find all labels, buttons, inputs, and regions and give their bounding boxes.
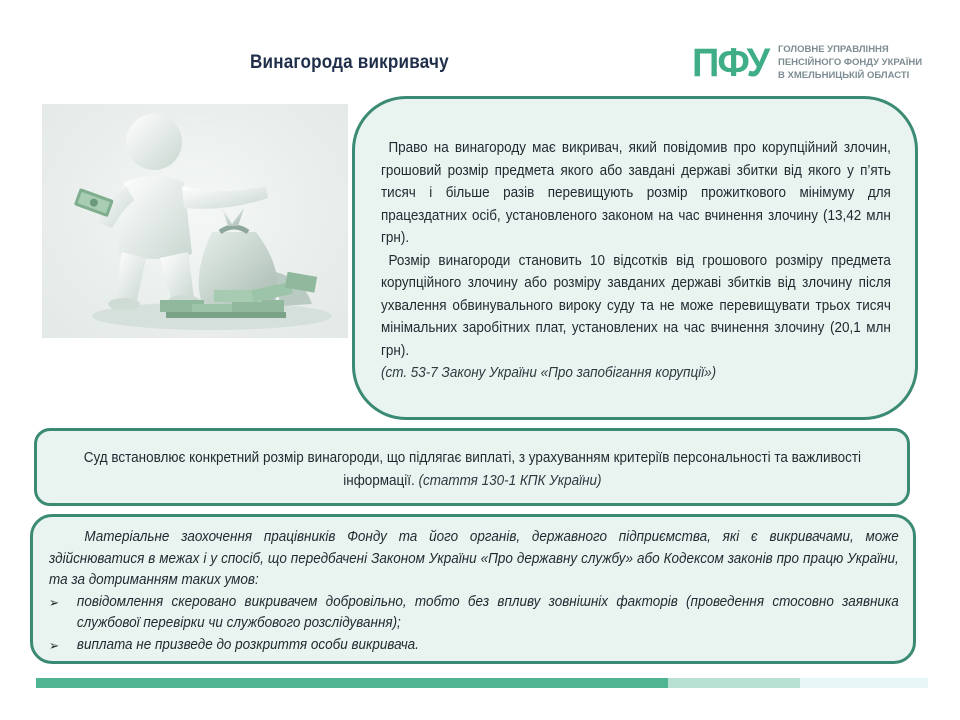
footer-bar-dark [36,678,668,688]
logo-mark: ПФУ [692,41,769,85]
reward-size-paragraph: Розмір винагороди становить 10 відсотків від грошового розміру предмета корупційного злочину або розміру завданих державі збитків від злочину після ухвалення обвинувального вироку суду та не може перевищувати трьох тисяч мінімальних заробітних плат, установлених на час вчинення злочину (20,1 млн грн). [381,252,891,359]
material-incentive-box [30,514,916,664]
condition-list-item [49,635,899,657]
logo-line-3: В ХМЕЛЬНИЦЬКІЙ ОБЛАСТІ [778,70,910,81]
law-reference: (ст. 53-7 Закону України «Про запобігання корупції») [381,365,717,381]
footer-bar-mid [668,678,800,688]
eligibility-paragraph: Право на винагороду має викривач, який повідомив про корупційний злочин, грошовий розмір предмета якого або завдані державі збитки від якого у п’ять тисяч і більше разів перевищують розмір прожиткового мінімуму для працездатних осіб, установленого законом на час вчинення злочину (13,42 млн грн). [381,140,891,246]
logo-caption [778,43,922,82]
logo-line-2: ПЕНСІЙНОГО ФОНДУ УКРАЇНИ [778,57,923,68]
condition-text: повідомлення скеровано викривачем добровільно, тобто без впливу зовнішніх факторів (проведення стосовно заявника службової перевірки чи службового розслідування); [76,593,899,631]
cpc-reference: (стаття 130-1 КПК України) [418,472,602,489]
pfu-logo [692,40,932,86]
person-with-money-icon [42,104,348,338]
arrow-bullet-icon: ➢ [49,594,60,610]
logo-line-1: ГОЛОВНЕ УПРАВЛІННЯ [778,44,889,55]
arrow-bullet-icon: ➢ [49,637,60,653]
court-decision-box [34,428,910,506]
incentive-lead-paragraph: Матеріальне заохочення працівників Фонду та його органів, державного підприємства, які є викривачами, може здійснюватися в межах і у спосіб, що передбачені Законом України «Про державну службу» або Кодексом законів про працю України, та за дотриманням таких умов: [49,529,899,588]
condition-list-item [49,592,899,635]
page-title: Винагорода викривачу [250,52,449,73]
reward-eligibility-box [352,96,918,420]
condition-text: виплата не призведе до розкриття особи викривача. [76,636,419,653]
footer-bar-light [800,678,928,688]
court-decision-statement: Суд встановлює конкретний розмір винагороди, що підлягає виплаті, з урахуванням критеріїв персональності та важливості інформації. [83,450,861,489]
whistleblower-reward-illustration [42,104,348,338]
court-decision-text [67,447,877,492]
